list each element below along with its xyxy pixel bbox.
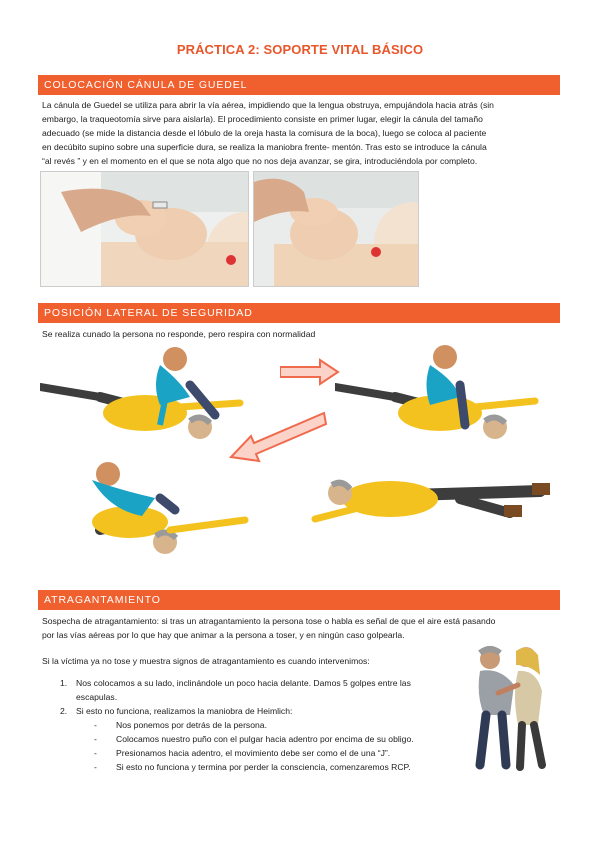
step-number: 2. [60, 706, 68, 716]
guedel-line: en decúbito supino sobre una superficie dura, se realiza la maniobra frente- mentón. Tras esto se introduce la cánula [42, 142, 487, 152]
list-item [42, 676, 472, 704]
heimlich-figure [470, 645, 560, 775]
pls-figure-3 [60, 460, 260, 560]
section-header-guedel: COLOCACIÓN CÁNULA DE GUEDEL [38, 75, 560, 95]
page-title: PRÁCTICA 2: SOPORTE VITAL BÁSICO [176, 42, 424, 57]
choking-intro-line: Sospecha de atragantamiento: si tras un atragantamiento la persona tose o habla es señal de que el aire está pasando [42, 616, 496, 626]
list-item [76, 732, 472, 746]
guedel-line: embargo, la traqueotomía sirve para aislarla). El procedimiento consiste en primer lugar, elegir la cánula del tamaño [42, 114, 483, 124]
section-header-pls: POSICIÓN LATERAL DE SEGURIDAD [38, 303, 560, 323]
substep-text: Presionamos hacia adentro, el movimiento debe ser como el de una “J”. [116, 748, 391, 758]
section-header-choking: ATRAGANTAMIENTO [38, 590, 560, 610]
arrow-right-icon [280, 358, 340, 386]
guedel-photo-2 [253, 171, 419, 287]
choking-steps [42, 676, 472, 774]
pls-text: Se realiza cunado la persona no responde, pero respira con normalidad [42, 329, 316, 339]
step-text: Si esto no funciona, realizamos la maniobra de Heimlich: [76, 706, 293, 716]
pls-figure-2 [335, 345, 560, 450]
guedel-photo-1 [40, 171, 249, 287]
dash: - [94, 762, 97, 772]
dash: - [94, 748, 97, 758]
arrow-down-left-icon [228, 405, 328, 467]
dash: - [94, 734, 97, 744]
choking-intro [42, 614, 560, 642]
list-item [76, 718, 472, 732]
step-text: Nos colocamos a su lado, inclinándole un poco hacia delante. Damos 5 golpes entre las [76, 678, 411, 688]
step-number: 1. [60, 678, 68, 688]
choking-signs: Si la víctima ya no tose y muestra signos de atragantamiento es cuando intervenimos: [42, 656, 370, 666]
list-item [76, 760, 472, 774]
guedel-line: La cánula de Guedel se utiliza para abrir la vía aérea, impidiendo que la lengua obstruya, empujándola hacia atrás (sin [42, 100, 494, 110]
dash: - [94, 720, 97, 730]
substep-text: Colocamos nuestro puño con el pulgar hacia adentro por encima de su obligo. [116, 734, 414, 744]
step-text: escapulas. [76, 692, 118, 702]
list-item [42, 704, 472, 774]
guedel-paragraph [42, 98, 560, 168]
substep-text: Si esto no funciona y termina por perder la consciencia, comenzaremos RCP. [116, 762, 411, 772]
list-item [76, 746, 472, 760]
guedel-line: “al revés ” y en el momento en el que se nota algo que no nos deja avanzar, se gira, introduciéndola por completo. [42, 156, 478, 166]
heimlich-substeps [76, 718, 472, 774]
pls-figure-4 [310, 465, 560, 537]
choking-intro-line: por las vías aéreas por lo que hay que animar a la persona a toser, y en ningún caso golpearla. [42, 630, 405, 640]
substep-text: Nos ponemos por detrás de la persona. [116, 720, 267, 730]
guedel-line: adecuado (se mide la distancia desde el lóbulo de la oreja hasta la comisura de la boca), luego se coloca al paciente [42, 128, 487, 138]
